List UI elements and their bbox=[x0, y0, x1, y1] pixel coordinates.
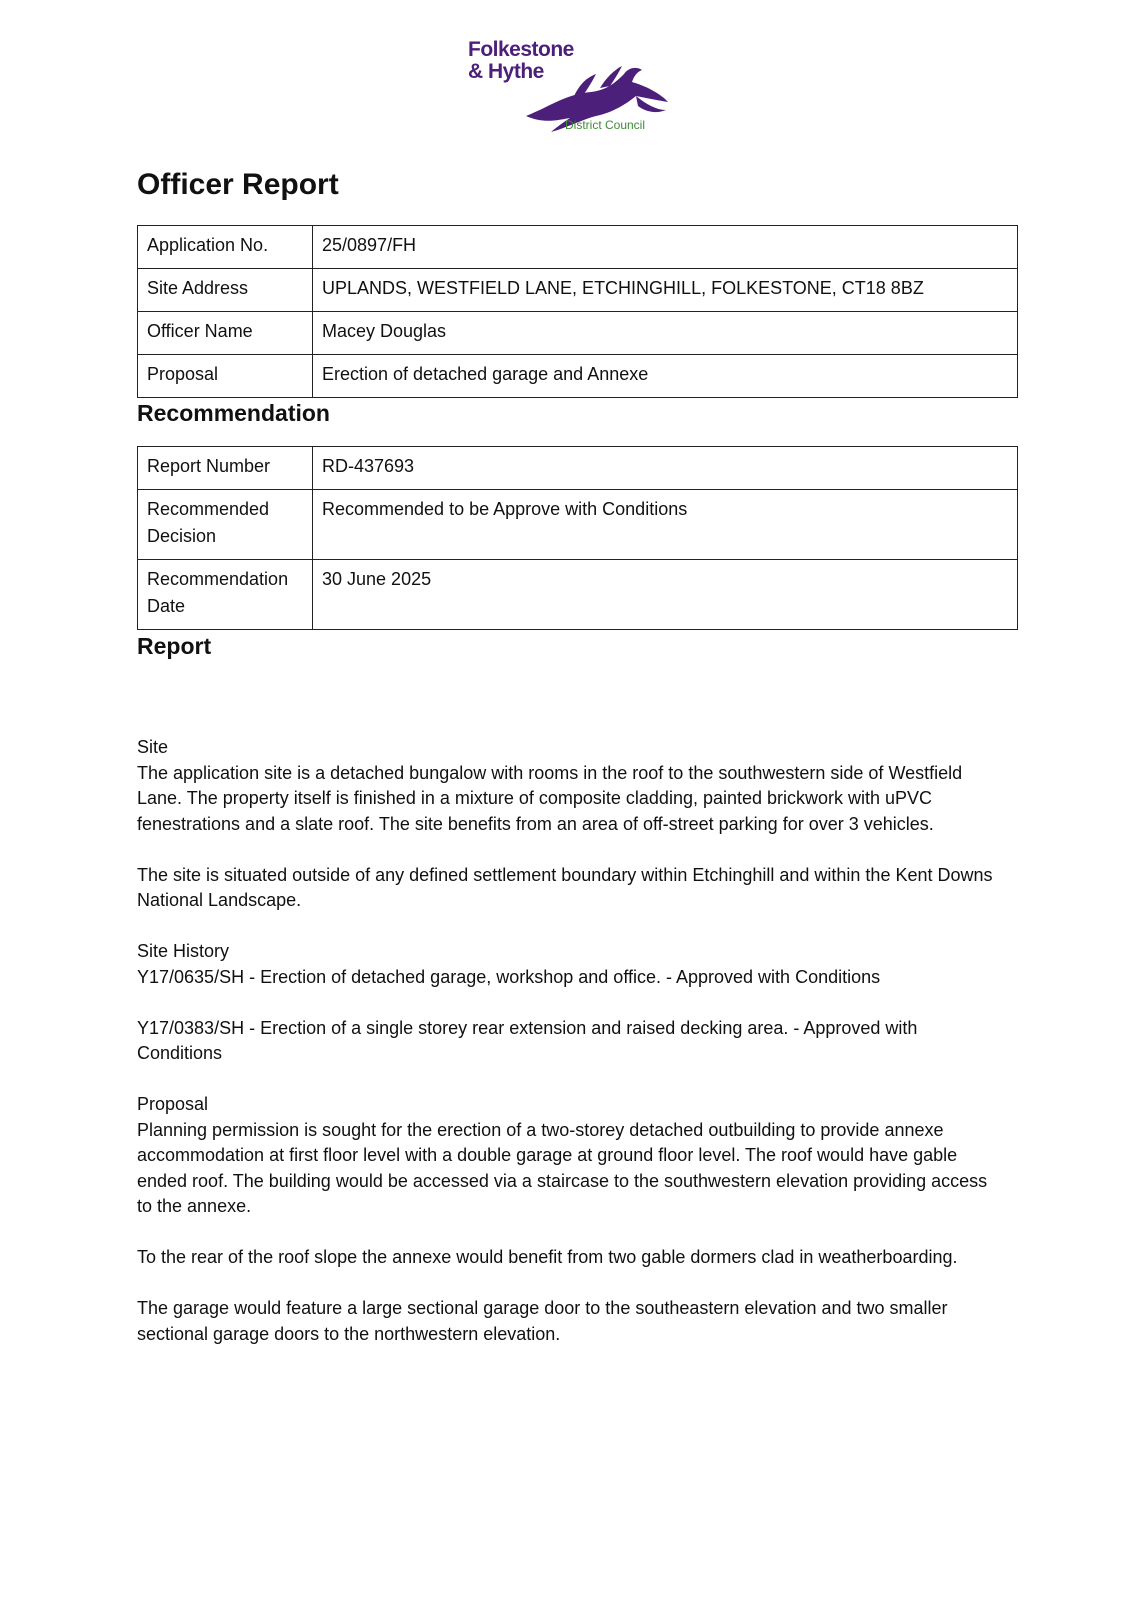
site-paragraph-2: The site is situated outside of any defined settlement boundary within Etchinghill and within the Kent Downs National Landscape. bbox=[137, 864, 993, 910]
proposal-value: Erection of detached garage and Annexe bbox=[313, 355, 1018, 398]
table-row bbox=[138, 490, 1018, 560]
proposal-paragraph-1: Planning permission is sought for the erection of a two-storey detached outbuilding to provide annexe accommodation at first floor level with a double garage at ground floor level. The roof would have gable ended roof. The building would be accessed via a staircase to the southwestern elevation providing access to the annexe. bbox=[137, 1119, 988, 1216]
recommendation-heading: Recommendation bbox=[137, 400, 330, 426]
application-table bbox=[137, 225, 1018, 398]
table-row bbox=[138, 312, 1018, 355]
recommended-decision-label: Recommended Decision bbox=[138, 490, 313, 560]
recommendation-date-value: 30 June 2025 bbox=[313, 560, 1018, 630]
site-history-heading: Site History bbox=[137, 941, 230, 961]
officer-name-label: Officer Name bbox=[138, 312, 313, 355]
proposal-paragraph-2: To the rear of the roof slope the annexe would benefit from two gable dormers clad in weatherboarding. bbox=[137, 1247, 958, 1267]
report-heading: Report bbox=[137, 633, 212, 659]
logo-text-line1: Folkestone bbox=[468, 38, 574, 61]
proposal-paragraph-3: The garage would feature a large sectional garage door to the southeastern elevation and two smaller sectional garage doors to the northwestern elevation. bbox=[137, 1298, 948, 1344]
application-no-value: 25/0897/FH bbox=[313, 226, 1018, 269]
recommended-decision-value: Recommended to be Approve with Conditions bbox=[313, 490, 1018, 560]
table-row bbox=[138, 447, 1018, 490]
proposal-heading: Proposal bbox=[137, 1094, 209, 1114]
logo-text-line2: & Hythe bbox=[468, 60, 544, 83]
table-row bbox=[138, 269, 1018, 312]
site-history-item-1: Y17/0635/SH - Erection of detached garage, workshop and office. - Approved with Conditions bbox=[137, 966, 881, 987]
site-heading: Site bbox=[137, 737, 169, 757]
site-address-value: UPLANDS, WESTFIELD LANE, ETCHINGHILL, FOLKESTONE, CT18 8BZ bbox=[313, 269, 1018, 312]
report-number-value: RD-437693 bbox=[313, 447, 1018, 490]
officer-name-value: Macey Douglas bbox=[313, 312, 1018, 355]
proposal-label: Proposal bbox=[138, 355, 313, 398]
page-title: Officer Report bbox=[137, 168, 339, 201]
table-row bbox=[138, 226, 1018, 269]
logo-subtitle: District Council bbox=[565, 118, 646, 132]
report-body bbox=[137, 735, 1007, 1373]
table-row bbox=[138, 355, 1018, 398]
recommendation-table bbox=[137, 446, 1018, 630]
table-row bbox=[138, 560, 1018, 630]
report-number-label: Report Number bbox=[138, 447, 313, 490]
council-logo bbox=[468, 38, 668, 138]
recommendation-date-label: Recommendation Date bbox=[138, 560, 313, 630]
site-paragraph-1: The application site is a detached bungalow with rooms in the roof to the southwestern side of Westfield Lane. The property itself is finished in a mixture of composite cladding, painted brickwork with uPVC fenestrations and a slate roof. The site benefits from an area of off-street parking for over 3 vehicles. bbox=[137, 762, 963, 834]
site-address-label: Site Address bbox=[138, 269, 313, 312]
site-history-item-2: Y17/0383/SH - Erection of a single storey rear extension and raised decking area. - Approved with Conditions bbox=[137, 1017, 918, 1063]
application-no-label: Application No. bbox=[138, 226, 313, 269]
